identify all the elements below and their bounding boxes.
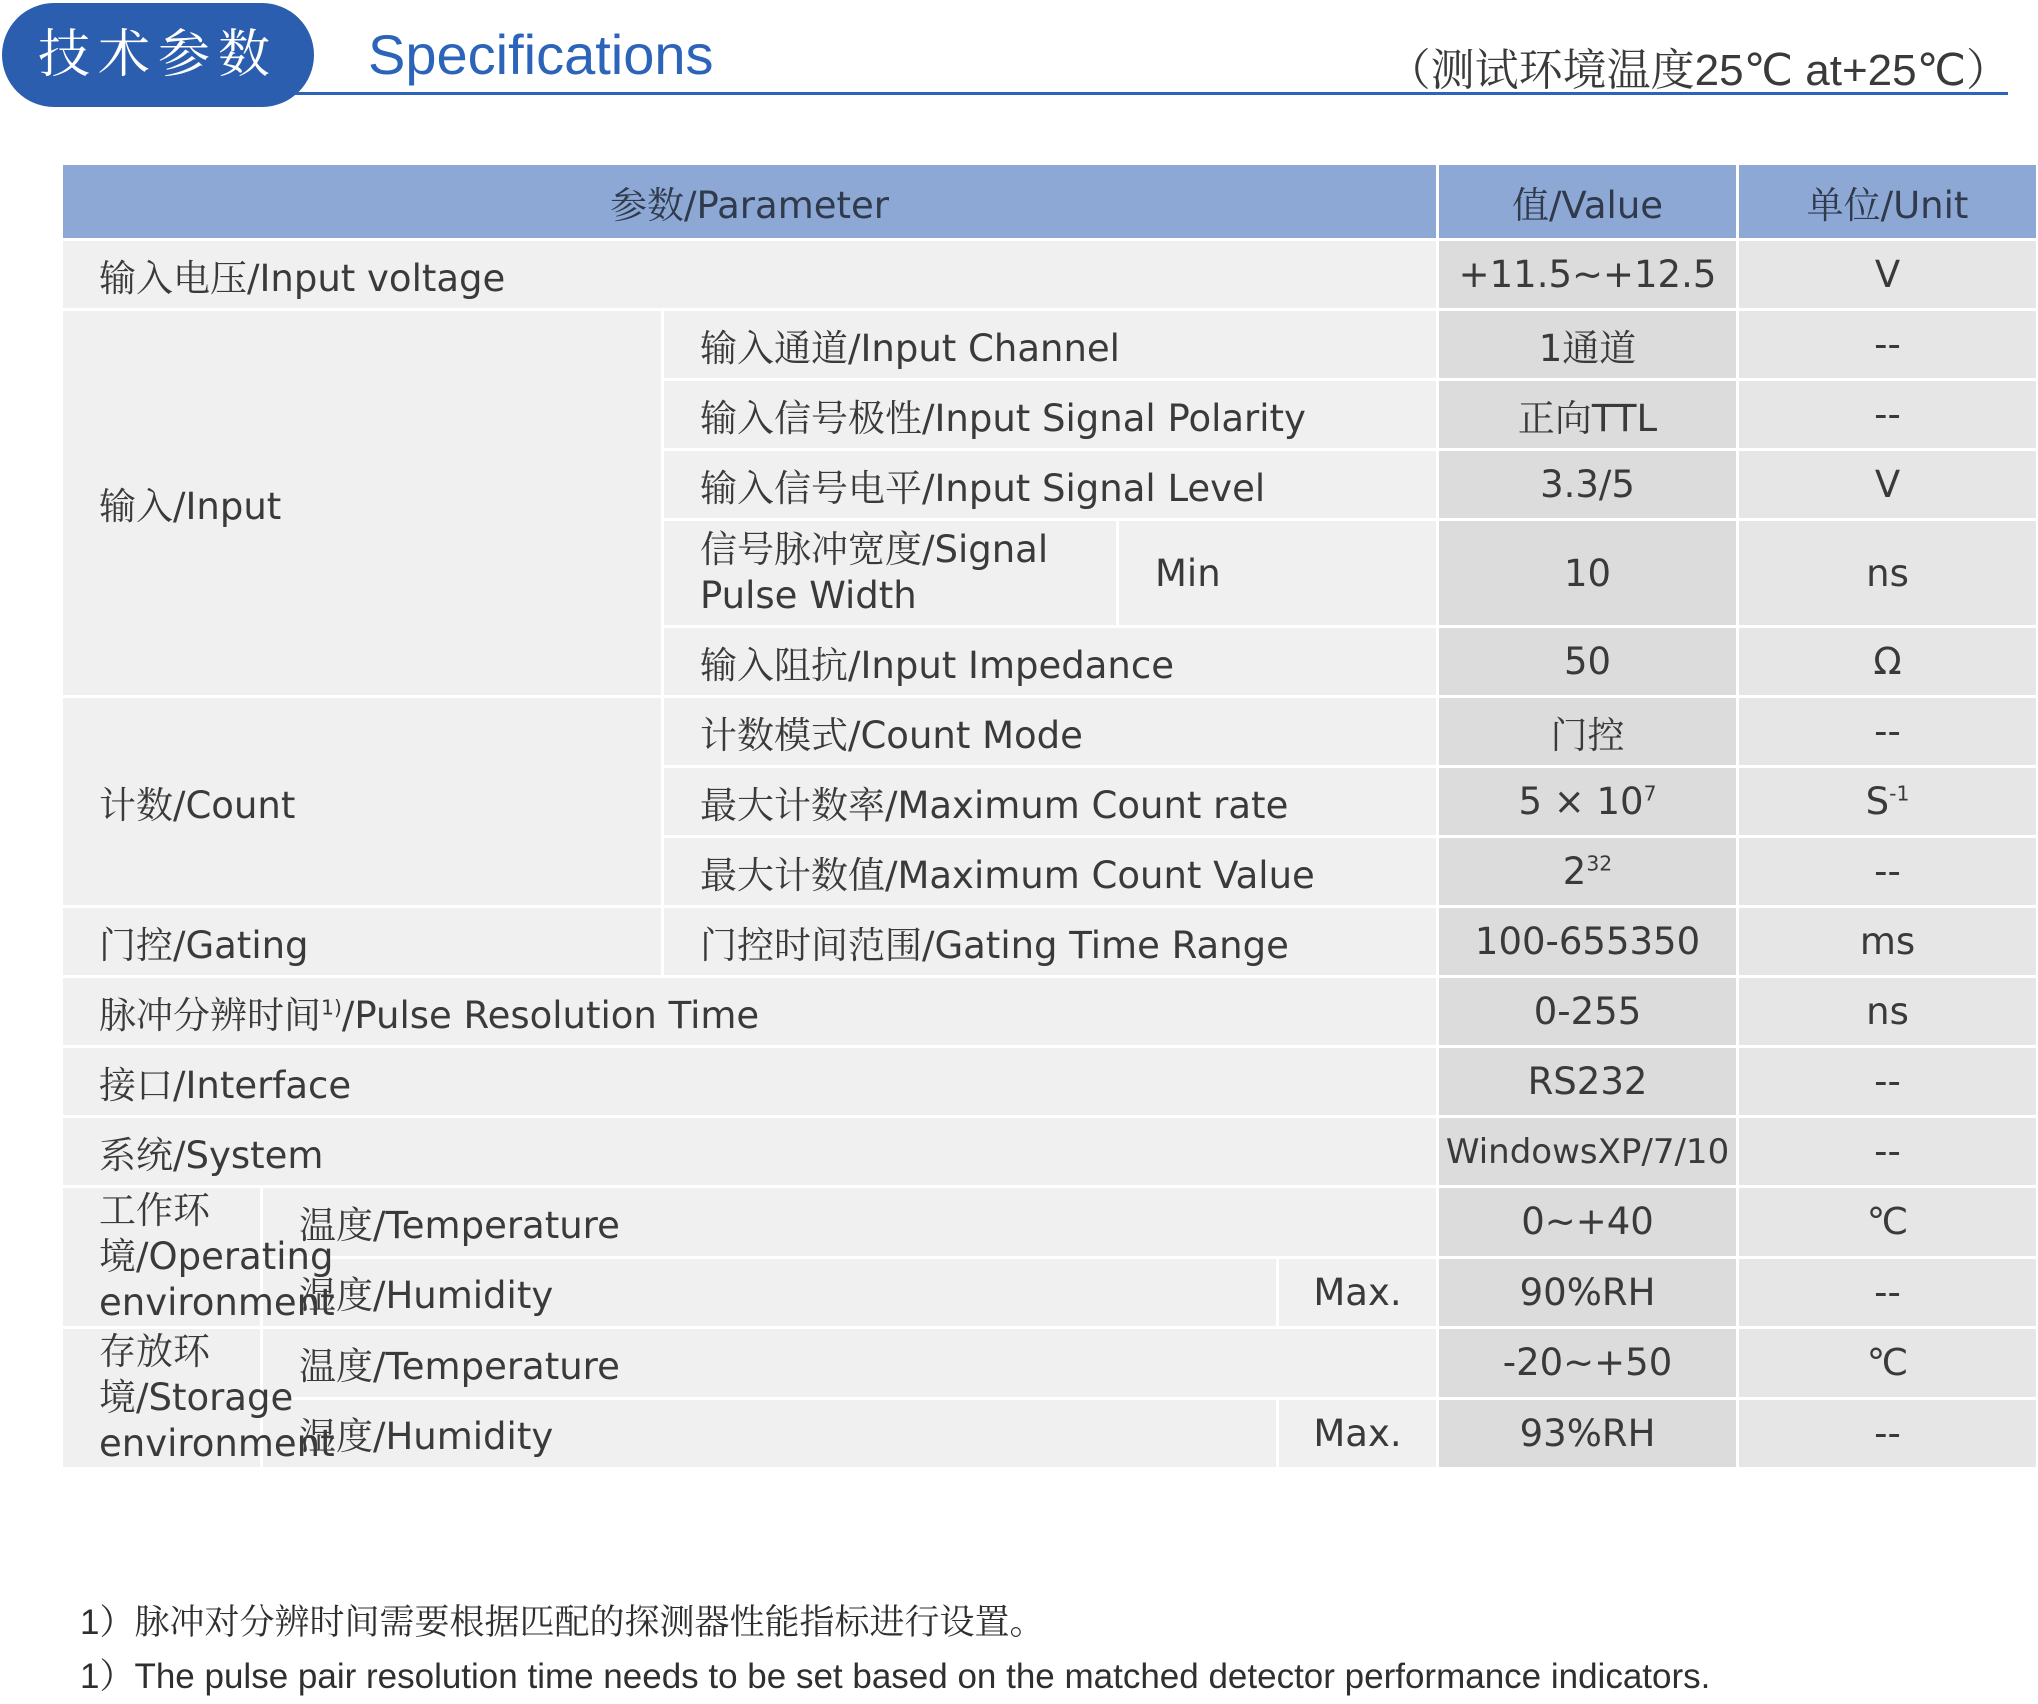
param-unit: -- (1738, 1398, 2038, 1469)
param-value: RS232 (1438, 1047, 1738, 1117)
param-unit: ℃ (1738, 1328, 2038, 1399)
param-unit: -- (1738, 1047, 2038, 1117)
table-row (62, 697, 2038, 767)
param-label: 输入通道/Input Channel (663, 310, 1438, 380)
header-parameter: 参数/Parameter (62, 164, 1438, 240)
param-unit: -- (1738, 1257, 2038, 1328)
param-value: 10 (1438, 520, 1738, 627)
section-title: Specifications (368, 23, 714, 86)
unit-base: S (1865, 780, 1890, 823)
param-label: 输入信号极性/Input Signal Polarity (663, 380, 1438, 450)
param-value: WindowsXP/7/10 (1438, 1117, 1738, 1187)
table-row (62, 1187, 2038, 1258)
param-unit: -- (1738, 697, 2038, 767)
param-label: 信号脉冲宽度/Signal Pulse Width (663, 520, 1118, 627)
param-value: 0~+40 (1438, 1187, 1738, 1258)
header-unit: 单位/Unit (1738, 164, 2038, 240)
param-label: 湿度/Humidity (262, 1398, 1278, 1469)
param-unit: Ω (1738, 627, 2038, 697)
spec-table (60, 162, 2038, 1470)
param-label: 输入信号电平/Input Signal Level (663, 450, 1438, 520)
param-label (62, 977, 1438, 1047)
param-value: 0-255 (1438, 977, 1738, 1047)
param-label: 系统/System (62, 1117, 1438, 1187)
table-row (62, 1257, 2038, 1328)
section-header (0, 0, 2038, 130)
param-value: 正向TTL (1438, 380, 1738, 450)
param-label: 计数模式/Count Mode (663, 697, 1438, 767)
param-unit: ns (1738, 977, 2038, 1047)
group-label-operating: 工作环境/Operating environment (62, 1187, 262, 1328)
table-row (62, 1398, 2038, 1469)
footnote-en: 1）The pulse pair resolution time needs to be set based on the matched detector performance indicators. (80, 1657, 1711, 1696)
group-label-gating: 门控/Gating (62, 907, 663, 977)
value-base: 5 × 10 (1518, 780, 1644, 823)
param-value: 门控 (1438, 697, 1738, 767)
param-value: -20~+50 (1438, 1328, 1738, 1399)
group-label-count: 计数/Count (62, 697, 663, 907)
param-value (1438, 767, 1738, 837)
param-label: 湿度/Humidity (262, 1257, 1278, 1328)
param-value: +11.5~+12.5 (1438, 240, 1738, 310)
value-exponent: 32 (1586, 851, 1613, 876)
param-unit (1738, 767, 2038, 837)
unit-exponent: -1 (1889, 781, 1910, 806)
label-cn: 脉冲分辨时间 (99, 993, 321, 1037)
header-value: 值/Value (1438, 164, 1738, 240)
table-row (62, 1047, 2038, 1117)
param-qualifier: Max. (1278, 1257, 1438, 1328)
section-badge: 技术参数 (2, 3, 314, 107)
param-label: 最大计数率/Maximum Count rate (663, 767, 1438, 837)
param-unit: V (1738, 450, 2038, 520)
test-condition: （测试环境温度25℃ at+25℃） (1386, 46, 2010, 95)
table-row (62, 310, 2038, 380)
param-unit: V (1738, 240, 2038, 310)
param-label: 输入电压/Input voltage (62, 240, 1438, 310)
table-row (62, 1117, 2038, 1187)
param-value: 3.3/5 (1438, 450, 1738, 520)
param-value (1438, 837, 1738, 907)
param-qualifier: Max. (1278, 1398, 1438, 1469)
param-label: 接口/Interface (62, 1047, 1438, 1117)
value-exponent: 7 (1643, 781, 1657, 806)
param-label: 最大计数值/Maximum Count Value (663, 837, 1438, 907)
label-en: /Pulse Resolution Time (341, 993, 760, 1037)
footnote-cn: 1）脉冲对分辨时间需要根据匹配的探测器性能指标进行设置。 (80, 1603, 1045, 1642)
group-label-storage: 存放环境/Storage environment (62, 1328, 262, 1469)
table-row (62, 907, 2038, 977)
param-unit: -- (1738, 380, 2038, 450)
param-value: 90%RH (1438, 1257, 1738, 1328)
param-value: 50 (1438, 627, 1738, 697)
param-label: 温度/Temperature (262, 1328, 1438, 1399)
table-row (62, 977, 2038, 1047)
param-label: 门控时间范围/Gating Time Range (663, 907, 1438, 977)
table-row (62, 1328, 2038, 1399)
table-row (62, 240, 2038, 310)
group-label-input: 输入/Input (62, 310, 663, 697)
table-header-row (62, 164, 2038, 240)
footnotes (80, 1596, 1710, 1704)
param-value: 93%RH (1438, 1398, 1738, 1469)
value-base: 2 (1562, 850, 1587, 893)
param-unit: ms (1738, 907, 2038, 977)
param-unit: -- (1738, 837, 2038, 907)
footnote-marker: 1) (321, 995, 342, 1020)
param-unit: ns (1738, 520, 2038, 627)
param-value: 100-655350 (1438, 907, 1738, 977)
param-qualifier: Min (1118, 520, 1438, 627)
param-value: 1通道 (1438, 310, 1738, 380)
param-unit: -- (1738, 1117, 2038, 1187)
param-label: 输入阻抗/Input Impedance (663, 627, 1438, 697)
param-label: 温度/Temperature (262, 1187, 1438, 1258)
param-unit: -- (1738, 310, 2038, 380)
param-unit: ℃ (1738, 1187, 2038, 1258)
